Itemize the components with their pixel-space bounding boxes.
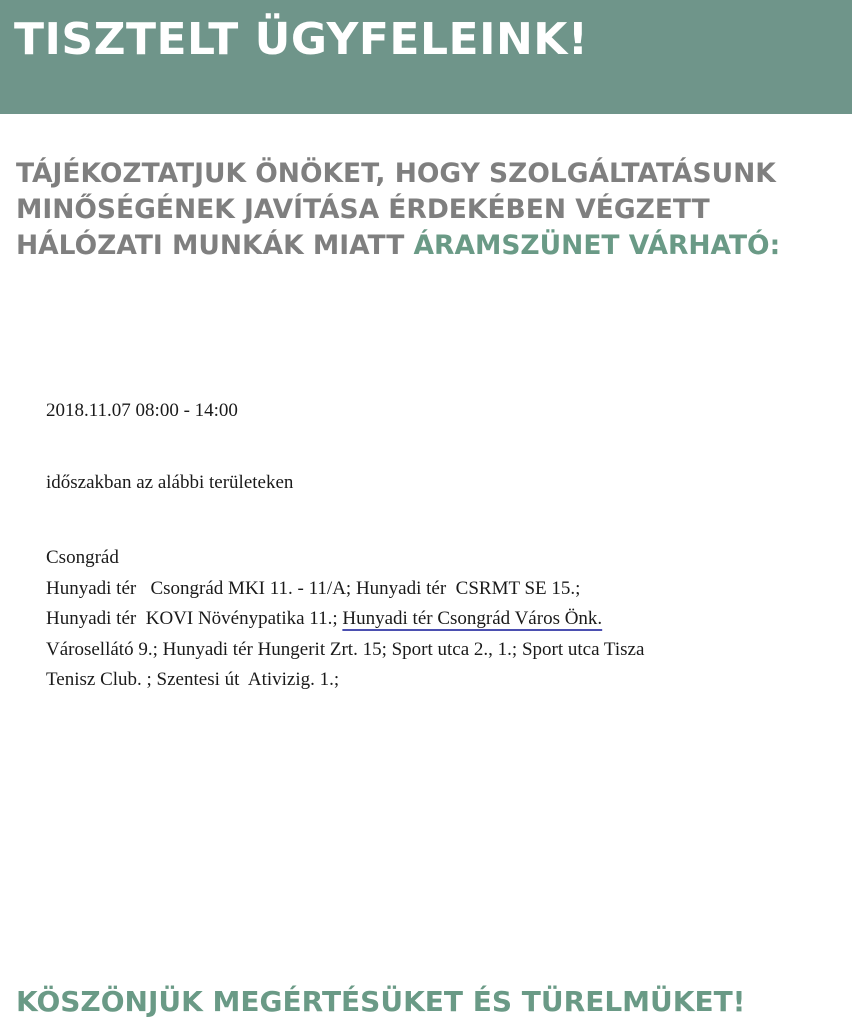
outage-highlight: ÁRAMSZÜNET VÁRHATÓ: [413, 230, 781, 261]
affected-locations [46, 543, 846, 696]
location-row-4: Tenisz Club. ; Szentesi út Ativizig. 1.; [46, 669, 340, 690]
location-row-3: Városellátó 9.; Hunyadi tér Hungerit Zrt. 15; Sport utca 2., 1.; Sport utca Tisza [46, 638, 645, 660]
intro-notice [16, 156, 846, 264]
location-city: Csongrád [46, 547, 119, 568]
outage-period-text: időszakban az alábbi területeken [46, 472, 294, 493]
location-row-2 [46, 604, 846, 635]
thank-you-footer: KÖSZÖNJÜK MEGÉRTÉSÜKET ÉS TÜRELMÜKET! [16, 985, 746, 1018]
location-row-2-underlined: Hunyadi tér Csongrád Város Önk. [342, 608, 603, 629]
intro-line-1: TÁJÉKOZTATJUK ÖNÖKET, HOGY SZOLGÁLTATÁSUNK [16, 158, 776, 189]
location-row-2-prefix: Hunyadi tér KOVI Növénypatika 11.; [46, 608, 343, 629]
intro-line-3 [16, 228, 846, 264]
intro-line-2: MINŐSÉGÉNEK JAVÍTÁSA ÉRDEKÉBEN VÉGZETT [16, 194, 710, 225]
page-title: TISZTELT ÜGYFELEINK! [14, 14, 589, 65]
location-row-1: Hunyadi tér Csongrád MKI 11. - 11/A; Hunyadi tér CSRMT SE 15.; [46, 577, 581, 599]
outage-datetime: 2018.11.07 08:00 - 14:00 [46, 400, 238, 421]
header-banner [0, 0, 852, 114]
intro-line-3-prefix: HÁLÓZATI MUNKÁK MIATT [16, 230, 414, 261]
